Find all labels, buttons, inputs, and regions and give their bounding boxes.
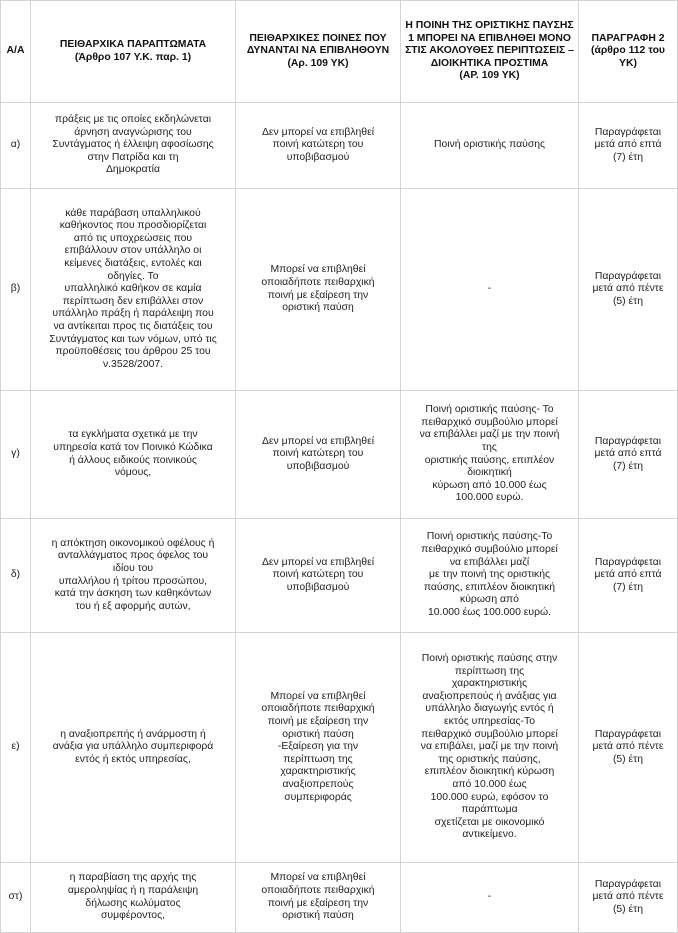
row-penalty: Δεν μπορεί να επιβληθεί ποινή κατώτερη του υποβιβασμού [236,103,401,189]
row-offense: κάθε παράβαση υπαλληλικού καθήκοντος που προσδιορίζεται από τις υποχρεώσεις που επιβάλλουν στον υπάλληλο οι κείμενες διατάξεις, εντολές και οδηγίες. Το υπαλληλικό καθήκον σε καμία περίπτωση δεν επιβάλλει στον υπάλληλο πράξη ή παράλειψη που να αντίκειται προς τις διατάξεις του Συντάγματος και των νόμων, υπό τις προϋποθέσεις του άρθρου 25 του ν.3528/2007. [31,189,236,391]
header-dismissal: Η ΠΟΙΝΗ ΤΗΣ ΟΡΙΣΤΙΚΗΣ ΠΑΥΣΗΣ 1 ΜΠΟΡΕΙ ΝΑ ΕΠΙΒΛΗΘΕΙ ΜΟΝΟ ΣΤΙΣ ΑΚΟΛΟΥΘΕΣ ΠΕΡΙΠΤΩΣΕΙΣ – ΔΙΟΙΚΗΤΙΚΑ ΠΡΟΣΤΙΜΑ (ΑΡ. 109 ΥΚ) [401,1,579,103]
table-row [1,189,678,391]
row-penalty: Δεν μπορεί να επιβληθεί ποινή κατώτερη του υποβιβασμού [236,519,401,633]
row-offense: η παραβίαση της αρχής της αμεροληψίας ή η παράλειψη δήλωσης κωλύματος συμφέροντος, [31,863,236,933]
row-dismissal: Ποινή οριστικής παύσης στην περίπτωση της χαρακτηριστικής αναξιοπρεπούς ή ανάξιας για υπάλληλο διαγωγής εντός ή εκτός υπηρεσίας-Το πειθαρχικό συμβούλιο μπορεί να επιβάλει, μαζί με την ποινή της οριστικής παύσης, επιπλέον διοικητική κύρωση από 10.000 έως 100.000 ευρώ, εφόσον το παράπτωμα σχετίζεται με οικονομικό αντικείμενο. [401,633,579,863]
row-prescription: Παραγράφεται μετά από επτά (7) έτη [579,391,678,519]
table-row [1,519,678,633]
row-penalty: Δεν μπορεί να επιβληθεί ποινή κατώτερη του υποβιβασμού [236,391,401,519]
row-prescription: Παραγράφεται μετά από επτά (7) έτη [579,103,678,189]
row-offense: τα εγκλήματα σχετικά με την υπηρεσία κατά τον Ποινικό Κώδικα ή άλλους ειδικούς ποινικούς νόμους, [31,391,236,519]
row-aa: γ) [1,391,31,519]
header-offenses: ΠΕΙΘΑΡΧΙΚΑ ΠΑΡΑΠΤΩΜΑΤΑ (Άρθρο 107 Υ.Κ. παρ. 1) [31,1,236,103]
row-offense: πράξεις με τις οποίες εκδηλώνεται άρνηση αναγνώρισης του Συντάγματος ή έλλειψη αφοσίωσης στην Πατρίδα και τη Δημοκρατία [31,103,236,189]
row-aa: στ) [1,863,31,933]
row-aa: β) [1,189,31,391]
row-dismissal: - [401,863,579,933]
table-header-row [1,1,678,103]
row-dismissal: - [401,189,579,391]
row-prescription: Παραγράφεται μετά από πέντε (5) έτη [579,863,678,933]
row-offense: η αναξιοπρεπής ή ανάρμοστη ή ανάξια για υπάλληλο συμπεριφορά εντός ή εκτός υπηρεσίας, [31,633,236,863]
row-penalty: Μπορεί να επιβληθεί οποιαδήποτε πειθαρχική ποινή με εξαίρεση την οριστική παύση -Εξαίρεση για την περίπτωση της χαρακτηριστικής αναξιοπρεπούς συμπεριφοράς [236,633,401,863]
row-prescription: Παραγράφεται μετά από επτά (7) έτη [579,519,678,633]
row-prescription: Παραγράφεται μετά από πέντε (5) έτη [579,189,678,391]
table-row [1,391,678,519]
row-offense: η απόκτηση οικονομικού οφέλους ή ανταλλάγματος προς όφελος του ιδίου του υπαλλήλου ή τρίτου προσώπου, κατά την άσκηση των καθηκόντων του ή εξ αφορμής αυτών, [31,519,236,633]
row-prescription: Παραγράφεται μετά από πέντε (5) έτη [579,633,678,863]
row-penalty: Μπορεί να επιβληθεί οποιαδήποτε πειθαρχική ποινή με εξαίρεση την οριστική παύση [236,189,401,391]
row-aa: ε) [1,633,31,863]
row-dismissal: Ποινή οριστικής παύσης-Το πειθαρχικό συμβούλιο μπορεί να επιβάλλει μαζί με την ποινή της οριστικής παύσης, επιπλέον διοικητική κύρωση από 10.000 έως 100.000 ευρώ. [401,519,579,633]
header-penalties: ΠΕΙΘΑΡΧΙΚΕΣ ΠΟΙΝΕΣ ΠΟΥ ΔΥΝΑΝΤΑΙ ΝΑ ΕΠΙΒΛΗΘΟΥΝ (Αρ. 109 ΥΚ) [236,1,401,103]
header-aa: Α/Α [1,1,31,103]
table-row [1,103,678,189]
row-dismissal: Ποινή οριστικής παύσης [401,103,579,189]
row-dismissal: Ποινή οριστικής παύσης- Το πειθαρχικό συμβούλιο μπορεί να επιβάλλει μαζί με την ποινή της οριστικής παύσης, επιπλέον διοικητική κύρωση από 10.000 έως 100.000 ευρώ. [401,391,579,519]
header-prescription: ΠΑΡΑΓΡΑΦΗ 2 (άρθρο 112 του ΥΚ) [579,1,678,103]
table-row [1,633,678,863]
row-penalty: Μπορεί να επιβληθεί οποιαδήποτε πειθαρχική ποινή με εξαίρεση την οριστική παύση [236,863,401,933]
row-aa: α) [1,103,31,189]
table-row [1,863,678,933]
row-aa: δ) [1,519,31,633]
